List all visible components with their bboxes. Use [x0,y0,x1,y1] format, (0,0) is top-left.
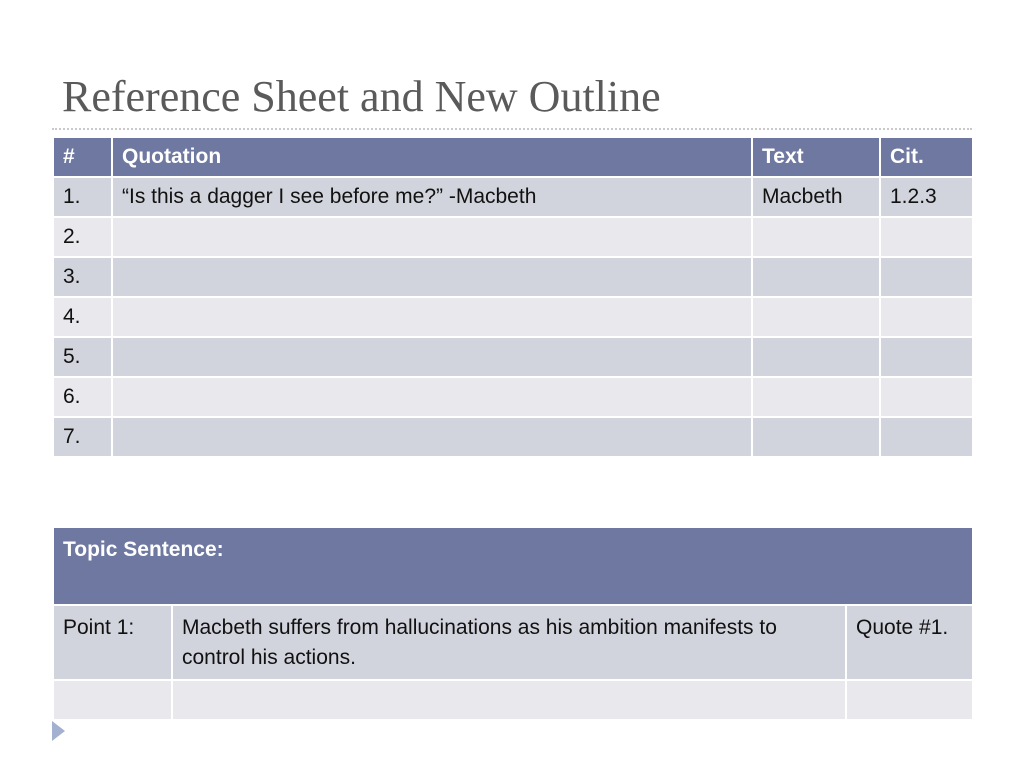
quotation-cell [112,337,752,377]
text-cell [752,417,880,457]
topic-sentence-row [53,527,973,605]
quotation-cell [112,257,752,297]
row-number: 1. [53,177,112,217]
point-row [53,605,973,680]
quotation-cell: “Is this a dagger I see before me?” -Macbeth [112,177,752,217]
table-row [53,417,973,457]
row-number: 3. [53,257,112,297]
header-quotation: Quotation [112,137,752,177]
empty-cell [846,680,973,720]
table-row [53,297,973,337]
header-text: Text [752,137,880,177]
text-cell: Macbeth [752,177,880,217]
point-quote: Quote #1. [846,605,973,680]
table-row [53,257,973,297]
reference-table [52,136,974,458]
empty-outline-row [53,680,973,720]
citation-cell [880,297,973,337]
row-number: 2. [53,217,112,257]
table-row [53,217,973,257]
empty-cell [53,680,172,720]
quotation-cell [112,417,752,457]
citation-cell: 1.2.3 [880,177,973,217]
row-number: 4. [53,297,112,337]
row-number: 7. [53,417,112,457]
point-text: Macbeth suffers from hallucinations as his ambition manifests to control his actions. [172,605,846,680]
citation-cell [880,377,973,417]
citation-cell [880,257,973,297]
row-number: 5. [53,337,112,377]
header-number: # [53,137,112,177]
text-cell [752,217,880,257]
quotation-cell [112,297,752,337]
table-row [53,337,973,377]
citation-cell [880,417,973,457]
text-cell [752,297,880,337]
title-divider [52,128,972,130]
header-citation: Cit. [880,137,973,177]
outline-table [52,526,974,721]
slide-title: Reference Sheet and New Outline [62,72,661,121]
empty-cell [172,680,846,720]
topic-sentence-label: Topic Sentence: [53,527,973,605]
triangle-bullet-icon [52,721,65,741]
text-cell [752,257,880,297]
reference-table-header-row [53,137,973,177]
citation-cell [880,217,973,257]
row-number: 6. [53,377,112,417]
table-row [53,377,973,417]
text-cell [752,337,880,377]
point-label: Point 1: [53,605,172,680]
text-cell [752,377,880,417]
citation-cell [880,337,973,377]
table-row [53,177,973,217]
quotation-cell [112,377,752,417]
quotation-cell [112,217,752,257]
